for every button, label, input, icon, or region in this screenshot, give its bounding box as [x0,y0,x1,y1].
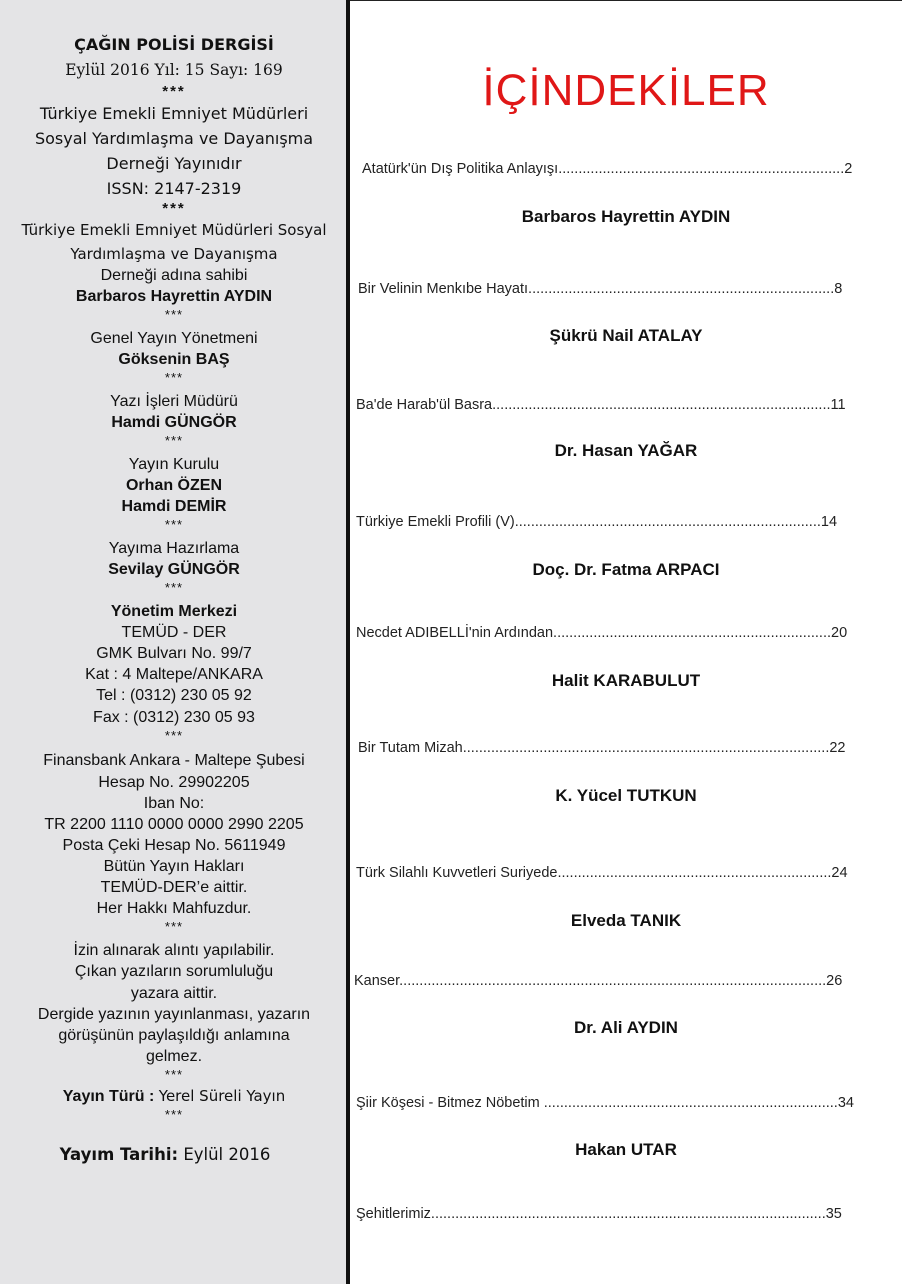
hq-line: Tel : (0312) 230 05 92 [96,687,252,704]
toc-entry: Ba'de Harab'ül Basra....................................................................................11 [356,397,846,413]
column-divider [346,0,350,1284]
publication-date-value: Eylül 2016 [183,1145,271,1164]
owner-name: Barbaros Hayrettin AYDIN [75,288,273,305]
bank-line: Posta Çeki Hesap No. 5611949 [62,837,286,854]
association-line: Sosyal Yardımlaşma ve Dayanışma [34,129,314,148]
bank-line: Bütün Yayın Hakları [103,858,245,875]
issn: ISSN: 2147-2319 [106,179,242,198]
separator-stars: *** [164,1067,184,1082]
prep-label: Yayıma Hazırlama [108,540,240,557]
separator-stars: *** [164,370,184,385]
notice-line: görüşünün paylaşıldığı anlamına [58,1027,290,1044]
separator-stars: *** [164,307,184,322]
separator-stars: *** [162,83,186,100]
managing-label: Yazı İşleri Müdürü [110,393,238,410]
toc-author: Barbaros Hayrettin AYDIN [521,207,731,226]
board-label: Yayın Kurulu [128,456,220,473]
notice-line: Dergide yazının yayınlanması, yazarın [37,1006,311,1023]
toc-title: İÇİNDEKİLER [482,66,770,115]
toc-entry: Kanser..........................................................................................................26 [354,973,843,989]
publication-date [0,1146,330,1164]
association-line: Derneği Yayınıdır [106,154,242,173]
publication-type-label: Yayın Türü : [62,1088,155,1105]
bank-line: TEMÜD-DER’e aittir. [100,879,248,896]
board-name: Orhan ÖZEN [125,477,222,494]
toc-entry: Bir Tutam Mizah...........................................................................................22 [358,740,846,756]
toc-entry: Şehitlerimiz..................................................................................................35 [356,1206,842,1222]
separator-stars: *** [164,1107,184,1122]
masthead-panel [0,0,346,1284]
hq-line: Fax : (0312) 230 05 93 [93,709,255,726]
top-rule [350,0,902,1]
bank-line: Her Hakkı Mahfuzdur. [96,900,252,917]
toc-author: Doç. Dr. Fatma ARPACI [532,560,720,579]
notice-line: yazara aittir. [130,985,218,1002]
toc-entry: Türkiye Emekli Profili (V)............................................................................14 [356,514,838,530]
magazine-title: ÇAĞIN POLİSİ DERGİSİ [74,35,274,54]
owner-line: Yardımlaşma ve Dayanışma [70,245,278,263]
separator-stars: *** [164,728,184,743]
bank-line: Finansbank Ankara - Maltepe Şubesi [43,752,305,769]
bank-line: Iban No: [143,795,205,812]
prep-name: Sevilay GÜNGÖR [108,561,240,578]
toc-entry: Atatürk'ün Dış Politika Anlayışı.......................................................................2 [362,161,853,177]
toc-entry: Türk Silahlı Kuvvetleri Suriyede....................................................................24 [356,865,848,881]
publication-date-label: Yayım Tarihi: [59,1145,179,1164]
separator-stars: *** [164,580,184,595]
toc-entry: Bir Velinin Menkıbe Hayatı............................................................................8 [358,281,843,297]
separator-stars: *** [164,919,184,934]
toc-entry: Şiir Köşesi - Bitmez Nöbetim .........................................................................34 [356,1095,854,1111]
hq-line: Kat : 4 Maltepe/ANKARA [85,666,263,683]
publication-type-value: Yerel Süreli Yayın [158,1087,286,1105]
toc-author: K. Yücel TUTKUN [555,786,697,805]
bank-line: Hesap No. 29902205 [98,774,250,791]
toc-author: Hakan UTAR [575,1140,677,1159]
separator-stars: *** [164,433,184,448]
editor-label: Genel Yayın Yönetmeni [90,330,258,347]
toc-author: Dr. Hasan YAĞAR [554,441,698,460]
notice-line: Çıkan yazıların sorumluluğu [74,963,274,980]
notice-line: İzin alınarak alıntı yapılabilir. [73,942,275,959]
publication-type [6,1088,342,1106]
owner-line: Derneği adına sahibi [100,267,248,284]
association-line: Türkiye Emekli Emniyet Müdürleri [39,104,309,123]
toc-author: Dr. Ali AYDIN [574,1018,678,1037]
bank-line: TR 2200 1110 0000 0000 2990 2205 [44,816,304,833]
board-name: Hamdi DEMİR [121,498,227,515]
owner-line: Türkiye Emekli Emniyet Müdürleri Sosyal [21,221,327,239]
hq-line: TEMÜD - DER [121,624,227,641]
toc-author: Elveda TANIK [570,911,682,930]
hq-line: GMK Bulvarı No. 99/7 [96,645,252,662]
toc-author: Şükrü Nail ATALAY [549,326,703,345]
toc-author: Halit KARABULUT [551,671,701,690]
issue-info: Eylül 2016 Yıl: 15 Sayı: 169 [65,61,283,79]
editor-name: Göksenin BAŞ [118,351,230,368]
notice-line: gelmez. [145,1048,203,1065]
toc-entry: Necdet ADIBELLİ'nin Ardından.....................................................................20 [356,625,848,641]
hq-label: Yönetim Merkezi [110,603,238,620]
managing-name: Hamdi GÜNGÖR [111,414,237,431]
separator-stars: *** [164,517,184,532]
separator-stars: *** [162,200,186,217]
